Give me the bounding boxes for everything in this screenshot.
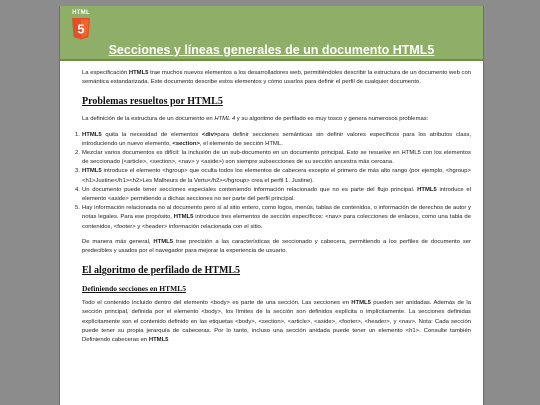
html5-shield-icon bbox=[71, 18, 91, 40]
subsection-heading-sections: Definiendo secciones en HTML5 bbox=[82, 284, 186, 294]
list-item: 1. HTML5 quita la necesidad de elementos <div>para definir secciones semánticas sin definir valores específicos para los atributos class, introduciendo un nuevo elemento, <section>, el elemento de sección HTML. bbox=[75, 131, 472, 147]
logo-glyph: 5 bbox=[77, 21, 85, 37]
problems-list bbox=[75, 131, 472, 232]
page-header bbox=[60, 6, 483, 61]
logo-word: HTML bbox=[72, 10, 90, 16]
intro-paragraph: La especificación HTML5 trae muchos nuevos elementos a los desarrolladores web, permitiéndoles describir la estructura de un documento web con semántica estandarizada. Este documento describe estos elementos y cómo usarlos para definir el perfil de cualquier documento. bbox=[82, 70, 471, 86]
html5-logo bbox=[71, 10, 91, 40]
problems-paragraph: La definición de la estructura de un documento en HTML 4 y su algoritmo de perfilado es muy tosco y genera numerosos problemas: bbox=[82, 116, 429, 123]
list-item: 3. HTML5 introduce el elemento <hgroup> que oculta todos los elementos de cabecera excepto el primero de más alto rango (por ejemplo, <hgroup><h1>Justine</h1><h2>Les Malheurs de la Vertu</h2></hgroup> crea el perfil 1. Justine). bbox=[75, 168, 471, 184]
list-item: 4. Un documento puede tener secciones especiales conteniendo información relacionado que no es parte del flujo principal. HTML5 introduce el elemento <aside> permitiendo a dichas secciones no ser parte del perfil principal. bbox=[75, 186, 471, 203]
list-item: 5. Hay información relacionada no al documento pero sí al sitio entero, como logos, menús, tablas de contenidos, o información de derechos de autor y notas legales. Para ese propósito, HTML5 introduce tres elementos de sección específicos: <nav> para colecciones de enlaces, como una tabla de contenidos, <footer> y <header> información relacionada con el sitio. bbox=[75, 205, 471, 230]
document-page bbox=[59, 6, 484, 405]
section-heading-algorithm: El algoritmo de perfilado de HTML5 bbox=[82, 265, 241, 277]
closing-paragraph: De manera más general, HTML5 trae precisión a las características de seccionado y cabecera, permitiendo a los perfiles de documento ser predecibles y usados por el navegador para mejorar la experiencia de usuario. bbox=[82, 238, 472, 255]
sections-paragraph: Todo el contenido incluido dentro del elemento <body> es parte de una sección. Las secciones en HTML5 pueden ser anidadas. Además de la sección principal, definida por el elemento <body>, los límites de la sección son definidos explícita o implícitamente. La secciones definidas explícitamente son el contenido definido en las etiquetas <body>, <section>, <article>, <aside>, <footer>, <header>, y <nav>. Nota: Cada sección puede tener su propia jerarquía de cabeceras. Por lo tanto, incluso una sección anidada puede tener un elemento <h1>. Consulte también Definiendo cabeceras en HTML5 bbox=[82, 300, 471, 344]
section-heading-problems: Problemas resueltos por HTML5 bbox=[82, 96, 223, 108]
list-item: 2. Mezclar varios documentos es difícil: la inclusión de un sub-documento en un documento principal. Esto se resuelve en HTML5 con los elementos de seccionado (<article>, <section>, <nav> y <aside>) son siempre subsecciones de su sección ancestra más cercana. bbox=[75, 150, 471, 166]
article-body bbox=[60, 61, 483, 345]
page-title: Secciones y líneas generales de un documento HTML5 bbox=[108, 43, 435, 57]
